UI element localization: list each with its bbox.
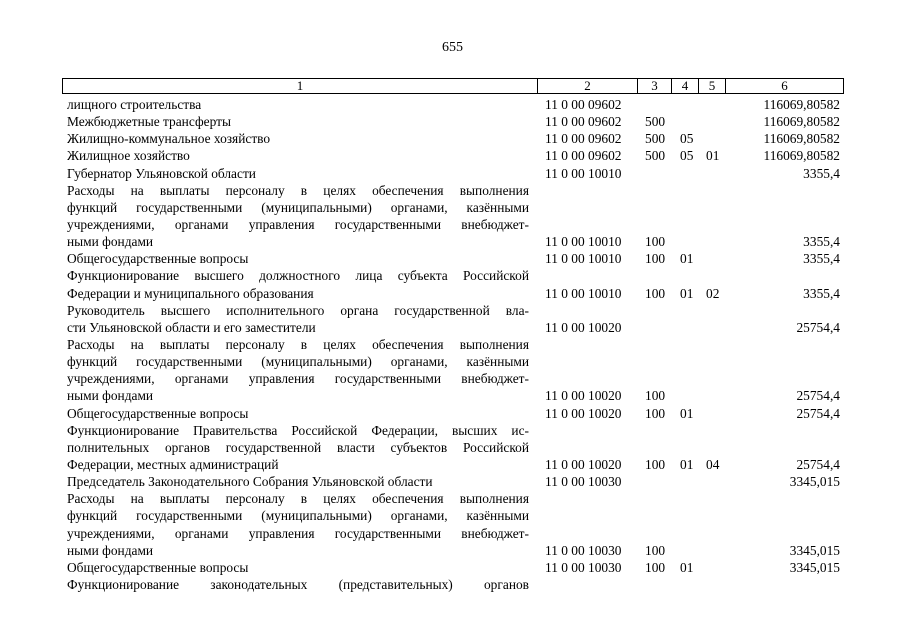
cell-expense-type: 100 xyxy=(645,457,666,473)
row-description xyxy=(67,336,529,405)
cell-code: 11 0 00 10030 xyxy=(545,542,622,558)
cell-amount: 116069,80582 xyxy=(763,97,840,112)
cell-amount: 25754,4 xyxy=(796,319,840,335)
row-description xyxy=(67,182,529,251)
cell-expense-type: 100 xyxy=(645,388,666,404)
description-line: Расходы на выплаты персоналу в целях обеспечения выполнения xyxy=(67,491,529,507)
cell-code: 11 0 00 10010 xyxy=(545,234,622,250)
cell-section: 01 xyxy=(680,457,694,473)
table-row xyxy=(0,250,905,267)
description-line: Функционирование высшего должностного лица субъекта Российской xyxy=(67,268,529,284)
description-line: сти Ульяновской области и его заместители xyxy=(67,319,316,335)
table-row xyxy=(0,165,905,182)
cell-code: 11 0 00 09602 xyxy=(545,148,622,164)
cell-code: 11 0 00 10010 xyxy=(545,285,622,301)
cell-amount: 3355,4 xyxy=(803,285,840,301)
description-line: Федерации и муниципального образования xyxy=(67,285,314,301)
table-row xyxy=(0,267,905,301)
page-number: 655 xyxy=(442,40,463,55)
cell-expense-type: 500 xyxy=(645,148,666,164)
header-col-6: 6 xyxy=(725,79,843,93)
row-description xyxy=(67,576,529,593)
description-line: лищного строительства xyxy=(67,97,202,112)
description-line: полнительных органов государственной власти субъектов Российской xyxy=(67,439,529,455)
cell-code: 11 0 00 09602 xyxy=(545,114,622,130)
cell-expense-type: 100 xyxy=(645,234,666,250)
description-line: функций государственными (муниципальными) органами, казёнными xyxy=(67,508,529,524)
cell-amount: 3345,015 xyxy=(789,542,840,558)
description-line: функций государственными (муниципальными) органами, казёнными xyxy=(67,199,529,215)
description-line: Расходы на выплаты персоналу в целях обеспечения выполнения xyxy=(67,337,529,353)
description-line: Жилищно-коммунальное хозяйство xyxy=(67,131,271,147)
cell-code: 11 0 00 09602 xyxy=(545,97,622,112)
table-row xyxy=(0,147,905,164)
row-description xyxy=(67,559,529,576)
table-row xyxy=(0,559,905,576)
table-row xyxy=(0,182,905,251)
table-row xyxy=(0,96,905,113)
cell-section: 01 xyxy=(680,285,694,301)
table-row xyxy=(0,473,905,490)
table-row xyxy=(0,113,905,130)
cell-section: 01 xyxy=(680,251,694,267)
header-col-3: 3 xyxy=(637,79,671,93)
cell-expense-type: 100 xyxy=(645,251,666,267)
description-line: Межбюджетные трансферты xyxy=(67,114,231,130)
row-description xyxy=(67,490,529,559)
description-line: Федерации, местных администраций xyxy=(67,457,279,473)
description-line: ными фондами xyxy=(67,388,154,404)
description-line: Функционирование Правительства Российской Федерации, высших ис- xyxy=(67,422,529,438)
cell-section: 05 xyxy=(680,148,694,164)
table-row xyxy=(0,422,905,473)
cell-subsection: 02 xyxy=(706,285,720,301)
table-body xyxy=(0,96,905,593)
row-description xyxy=(67,422,529,473)
cell-code: 11 0 00 09602 xyxy=(545,131,622,147)
row-description xyxy=(67,302,529,336)
cell-code: 11 0 00 10020 xyxy=(545,319,622,335)
cell-expense-type: 100 xyxy=(645,405,666,421)
cell-expense-type: 100 xyxy=(645,285,666,301)
description-line: Общегосударственные вопросы xyxy=(67,559,249,575)
cell-section: 01 xyxy=(680,559,694,575)
cell-expense-type: 500 xyxy=(645,131,666,147)
table-row xyxy=(0,490,905,559)
table-row xyxy=(0,302,905,336)
cell-amount: 116069,80582 xyxy=(763,131,840,147)
description-line: Общегосударственные вопросы xyxy=(67,251,249,267)
row-description xyxy=(67,473,529,490)
table-header xyxy=(62,78,844,94)
cell-amount: 25754,4 xyxy=(796,405,840,421)
description-line: Жилищное хозяйство xyxy=(67,148,190,164)
header-col-5: 5 xyxy=(698,79,725,93)
table-row xyxy=(0,576,905,593)
cell-section: 05 xyxy=(680,131,694,147)
table-row xyxy=(0,336,905,405)
description-line: Губернатор Ульяновской области xyxy=(67,165,256,181)
cell-subsection: 01 xyxy=(706,148,720,164)
description-line: учреждениями, органами управления государственными внебюджет- xyxy=(67,216,529,232)
row-description xyxy=(67,165,529,182)
description-line: Расходы на выплаты персоналу в целях обеспечения выполнения xyxy=(67,182,529,198)
row-description xyxy=(67,147,529,164)
cell-amount: 3355,4 xyxy=(803,234,840,250)
cell-code: 11 0 00 10020 xyxy=(545,388,622,404)
cell-code: 11 0 00 10010 xyxy=(545,165,622,181)
cell-amount: 3345,015 xyxy=(789,474,840,490)
row-description xyxy=(67,267,529,301)
row-description xyxy=(67,113,529,130)
cell-amount: 116069,80582 xyxy=(763,114,840,130)
description-line: Функционирование законодательных (представительных) органов xyxy=(67,577,529,593)
cell-amount: 3345,015 xyxy=(789,559,840,575)
row-description xyxy=(67,96,529,113)
description-line: функций государственными (муниципальными) органами, казёнными xyxy=(67,354,529,370)
cell-amount: 3355,4 xyxy=(803,251,840,267)
description-line: ными фондами xyxy=(67,234,154,250)
cell-expense-type: 100 xyxy=(645,542,666,558)
cell-amount: 116069,80582 xyxy=(763,148,840,164)
description-line: учреждениями, органами управления государственными внебюджет- xyxy=(67,371,529,387)
cell-subsection: 04 xyxy=(706,457,720,473)
row-description xyxy=(67,130,529,147)
cell-expense-type: 500 xyxy=(645,114,666,130)
header-col-2: 2 xyxy=(537,79,637,93)
description-line: учреждениями, органами управления государственными внебюджет- xyxy=(67,525,529,541)
description-line: Председатель Законодательного Собрания Ульяновской области xyxy=(67,474,433,490)
table-row xyxy=(0,405,905,422)
description-line: Общегосударственные вопросы xyxy=(67,405,249,421)
cell-code: 11 0 00 10030 xyxy=(545,474,622,490)
cell-code: 11 0 00 10010 xyxy=(545,251,622,267)
cell-code: 11 0 00 10030 xyxy=(545,559,622,575)
header-col-1: 1 xyxy=(296,78,304,93)
cell-amount: 25754,4 xyxy=(796,457,840,473)
cell-section: 01 xyxy=(680,405,694,421)
description-line: Руководитель высшего исполнительного органа государственной вла- xyxy=(67,302,529,318)
cell-code: 11 0 00 10020 xyxy=(545,405,622,421)
cell-expense-type: 100 xyxy=(645,559,666,575)
table-row xyxy=(0,130,905,147)
row-description xyxy=(67,405,529,422)
header-col-4: 4 xyxy=(671,79,698,93)
cell-code: 11 0 00 10020 xyxy=(545,457,622,473)
description-line: ными фондами xyxy=(67,542,154,558)
cell-amount: 3355,4 xyxy=(803,165,840,181)
cell-amount: 25754,4 xyxy=(796,388,840,404)
row-description xyxy=(67,250,529,267)
